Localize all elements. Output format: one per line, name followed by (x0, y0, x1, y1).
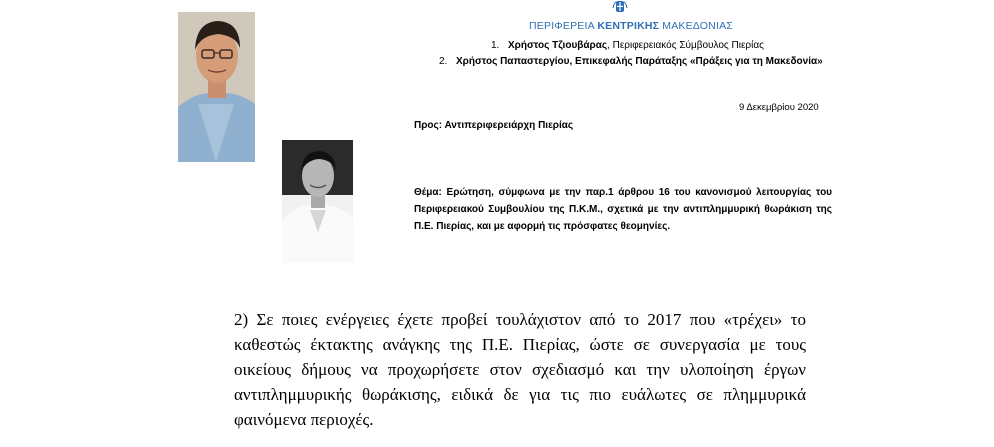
document-date: 9 Δεκεμβρίου 2020 (739, 102, 819, 113)
region-prefix: ΠΕΡΙΦΕΡΕΙΑ (529, 20, 598, 32)
region-title (529, 20, 733, 32)
subject-paragraph: Θέμα: Ερώτηση, σύμφωνα με την παρ.1 άρθρου 16 του κανονισμού λειτουργίας του Περιφερειακού Συμβουλίου της Π.Κ.Μ., σχετικά με την αντιπλημμυρική θωράκιση της Π.Ε. Πιερίας, και με αφορμή τις πρόσφατες θεομηνίες. (414, 187, 832, 232)
author-number: 1. (491, 40, 500, 51)
author-photo-1-image (178, 12, 255, 162)
author-photo-2 (282, 140, 353, 263)
region-suffix: ΜΑΚΕΔΟΝΙΑΣ (662, 20, 733, 32)
region-strong: ΚΕΝΤΡΙΚΗΣ (597, 20, 663, 32)
author-number: 2. (439, 56, 448, 67)
author-name: Χρήστος Παπαστεργίου, Επικεφαλής Παράταξης «Πράξεις για τη Μακεδονία» (456, 56, 823, 67)
question-paragraph: 2) Σε ποιες ενέργειες έχετε προβεί τουλάχιστον από το 2017 που «τρέχει» το καθεστώς έκτακτης ανάγκης της Π.Ε. Πιερίας, ώστε σε συνεργασία με τους οικείους δήμους να προχωρήσετε στον σχεδιασμό και την υλοποίηση έργων αντιπλημμυρικής θωράκισης, ειδικά δε για τις πιο ευάλωτες σε πλημμυρικά φαινόμενα περιοχές. (234, 310, 806, 429)
author-photo-1 (178, 12, 255, 162)
author-role: , Περιφερειακός Σύμβουλος Πιερίας (607, 40, 764, 51)
authors-list (439, 38, 823, 70)
recipient: Προς: Αντιπεριφερειάρχη Πιερίας (414, 120, 574, 131)
author-line-1 (491, 38, 823, 54)
author-name: Χρήστος Τζιουβάρας (508, 40, 608, 51)
greek-coat-of-arms-icon (611, 0, 629, 14)
author-line-2 (439, 54, 823, 70)
author-photo-2-image (282, 140, 353, 263)
